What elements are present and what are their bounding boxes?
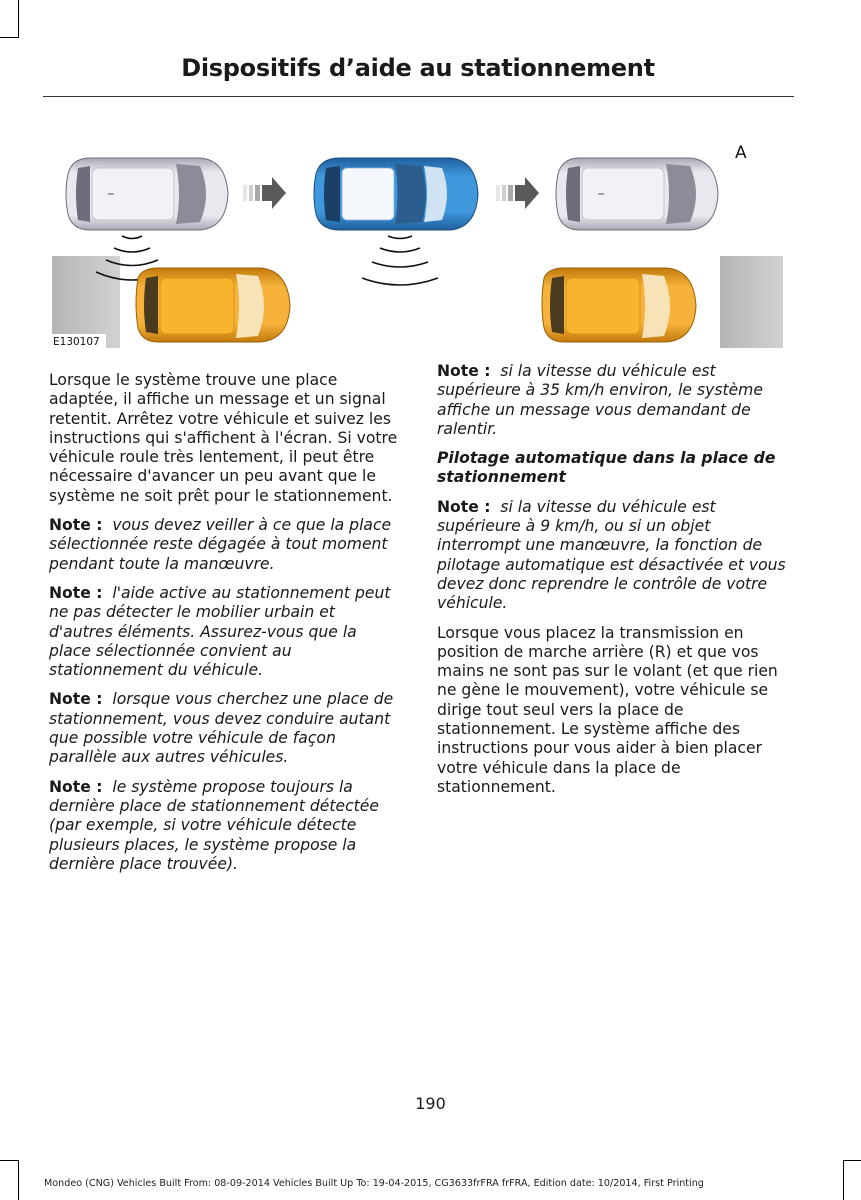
note-text: lorsque vous cherchez une place de stationnement, vous devez conduire autant que possible votre véhicule de façon parallèle aux autres véhicules. <box>49 690 394 767</box>
crop-mark <box>0 37 18 38</box>
intro-paragraph: Lorsque le système trouve une place adaptée, il affiche un message et un signal retentit. Arrêtez votre véhicule et suivez les instructions qui s'affichent à l'écran. Si votre véhicule roule très lentement, il peut être nécessaire d'avancer un peu avant que le système ne soit prêt pour le stationnement. <box>49 371 398 505</box>
note-paragraph <box>49 584 403 680</box>
note-label: Note : <box>49 583 103 602</box>
curb-right <box>720 256 783 348</box>
header-rule <box>43 96 794 97</box>
right-column <box>437 362 789 807</box>
note-text: vous devez veiller à ce que la place sélectionnée reste dégagée à tout moment pendant toute la manœuvre. <box>49 516 392 573</box>
note-text: si la vitesse du véhicule est supérieure à 35 km/h environ, le système affiche un message vous demandant de ralentir. <box>437 362 763 438</box>
active-blue-car <box>314 158 478 230</box>
crop-mark <box>843 1160 844 1200</box>
page-number: 190 <box>415 1094 446 1113</box>
note-label: Note : <box>49 690 103 709</box>
note-paragraph <box>49 778 403 874</box>
note-paragraph <box>49 690 403 767</box>
note-paragraph <box>437 362 789 439</box>
crop-mark <box>843 1160 861 1161</box>
note-label: Note : <box>437 497 491 516</box>
figure-callout-label: A <box>735 143 747 163</box>
grey-car-1 <box>66 158 228 230</box>
parked-orange-car-1 <box>136 268 290 342</box>
page-title: Dispositifs d’aide au stationnement <box>181 54 655 82</box>
note-label: Note : <box>437 362 491 380</box>
figure-code: E130107 <box>53 336 100 348</box>
note-text: si la vitesse du véhicule est supérieure à 9 km/h, ou si un objet interrompt une manœuvre, la fonction de pilotage automatique est désactivée et vous devez donc reprendre le contrôle de votre véhicule. <box>437 497 786 613</box>
sensor-waves-2 <box>362 236 438 285</box>
arrow-right-1 <box>243 177 286 209</box>
grey-car-2 <box>556 158 718 230</box>
section-subheading: Pilotage automatique dans la place de stationnement <box>437 449 776 487</box>
note-label: Note : <box>49 777 103 796</box>
footer-text: Mondeo (CNG) Vehicles Built From: 08-09-2014 Vehicles Built Up To: 19-04-2015, CG3633frFRA frFRA, Edition date: 10/2014, First Printing <box>44 1178 704 1189</box>
arrow-right-2 <box>496 177 539 209</box>
note-label: Note : <box>49 516 103 535</box>
note-text: le système propose toujours la dernière place de stationnement détectée (par exemple, si votre véhicule détecte plusieurs places, le système propose la dernière place trouvée). <box>49 777 379 873</box>
left-column <box>49 371 403 884</box>
body-paragraph: Lorsque vous placez la transmission en position de marche arrière (R) et que vos mains ne sont pas sur le volant (et que rien ne gène le mouvement), votre véhicule se dirige tout seul vers la place de stationnement. Le système affiche des instructions pour vous aider à bien placer votre véhicule dans la place de stationnement. <box>437 623 778 796</box>
parked-orange-car-2 <box>542 268 696 342</box>
parking-illustration <box>50 138 785 350</box>
note-paragraph <box>437 498 789 614</box>
crop-mark <box>18 1160 19 1200</box>
note-paragraph <box>49 516 403 574</box>
crop-mark <box>18 0 19 38</box>
crop-mark <box>0 1160 18 1161</box>
note-text: l'aide active au stationnement peut ne pas détecter le mobilier urbain et d'autres éléments. Assurez-vous que la place sélectionnée convient au stationnement du véhicule. <box>49 583 391 680</box>
